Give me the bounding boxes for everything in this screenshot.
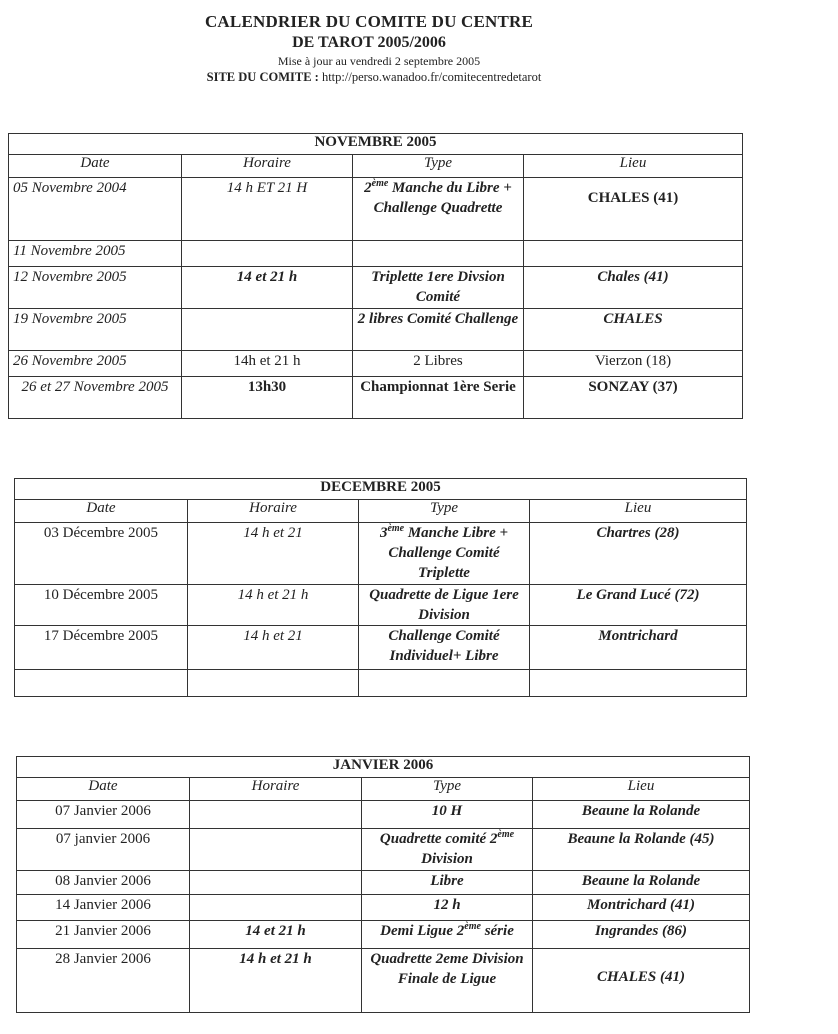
- cell-date: 03 Décembre 2005: [15, 523, 188, 585]
- cell-lieu: SONZAY (37): [524, 377, 743, 419]
- table-row: [9, 351, 743, 377]
- site-label: SITE DU COMITE :: [206, 70, 319, 84]
- site-url[interactable]: http://perso.wanadoo.fr/comitecentredetarot: [321, 70, 542, 84]
- cell-type: [353, 241, 524, 267]
- col-date: Date: [15, 500, 188, 523]
- table-row: [17, 829, 750, 871]
- col-horaire: Horaire: [188, 500, 359, 523]
- table-row: [17, 801, 750, 829]
- table-row: [17, 871, 750, 895]
- cell-lieu: [524, 241, 743, 267]
- col-date: Date: [9, 155, 182, 178]
- cell-type: Quadrette 2eme Division Finale de Ligue: [362, 949, 533, 1013]
- cell-lieu: CHALES: [524, 309, 743, 351]
- cell-date: 05 Novembre 2004: [9, 178, 182, 241]
- cell-lieu: CHALES (41): [524, 178, 743, 241]
- table-novembre: [8, 133, 743, 419]
- page-subtitle: DE TAROT 2005/2006: [292, 34, 446, 51]
- cell-horaire: 14 et 21 h: [182, 267, 353, 309]
- cell-date: 17 Décembre 2005: [15, 626, 188, 670]
- cell-type: 2 libres Comité Challenge: [353, 309, 524, 351]
- cell-type: Triplette 1ere Divsion Comité: [353, 267, 524, 309]
- cell-horaire: [190, 871, 362, 895]
- table-row: [17, 921, 750, 949]
- cell-type: Quadrette de Ligue 1ere Division: [359, 585, 530, 626]
- col-type: Type: [359, 500, 530, 523]
- cell-date: 07 janvier 2006: [17, 829, 190, 871]
- cell-horaire: [182, 241, 353, 267]
- cell-horaire: 14 h et 21: [188, 626, 359, 670]
- cell-type: 2ème Manche du Libre + Challenge Quadrette: [353, 178, 524, 241]
- cell-type: 2 Libres: [353, 351, 524, 377]
- cell-type: [359, 670, 530, 697]
- page-title: CALENDRIER DU COMITE DU CENTRE: [204, 12, 534, 31]
- table-row: [15, 585, 747, 626]
- cell-horaire: [182, 309, 353, 351]
- cell-type: Championnat 1ère Serie: [353, 377, 524, 419]
- cell-type: Challenge Comité Individuel+ Libre: [359, 626, 530, 670]
- cell-date: 08 Janvier 2006: [17, 871, 190, 895]
- cell-date: [15, 670, 188, 697]
- cell-date: 21 Janvier 2006: [17, 921, 190, 949]
- cell-lieu: Chales (41): [524, 267, 743, 309]
- month-title: DECEMBRE 2005: [15, 479, 747, 500]
- table-row: [17, 949, 750, 1013]
- cell-date: 10 Décembre 2005: [15, 585, 188, 626]
- cell-lieu: Beaune la Rolande: [533, 871, 750, 895]
- cell-lieu: Chartres (28): [530, 523, 747, 585]
- month-title: JANVIER 2006: [17, 757, 750, 778]
- col-type: Type: [362, 778, 533, 801]
- cell-lieu: Montrichard (41): [533, 895, 750, 921]
- cell-type: 3ème Manche Libre + Challenge Comité Triplette: [359, 523, 530, 585]
- cell-date: 07 Janvier 2006: [17, 801, 190, 829]
- cell-lieu: Montrichard: [530, 626, 747, 670]
- cell-horaire: 14 h et 21: [188, 523, 359, 585]
- cell-lieu: Vierzon (18): [524, 351, 743, 377]
- col-type: Type: [353, 155, 524, 178]
- col-lieu: Lieu: [524, 155, 743, 178]
- cell-horaire: 14 h et 21 h: [190, 949, 362, 1013]
- cell-lieu: Beaune la Rolande: [533, 801, 750, 829]
- col-lieu: Lieu: [533, 778, 750, 801]
- table-row: [9, 377, 743, 419]
- cell-date: 12 Novembre 2005: [9, 267, 182, 309]
- cell-horaire: [190, 829, 362, 871]
- cell-type: 10 H: [362, 801, 533, 829]
- update-date: Mise à jour au vendredi 2 septembre 2005: [277, 54, 481, 68]
- col-horaire: Horaire: [190, 778, 362, 801]
- table-row: [15, 626, 747, 670]
- cell-lieu: Beaune la Rolande (45): [533, 829, 750, 871]
- cell-date: 26 Novembre 2005: [9, 351, 182, 377]
- cell-lieu: Ingrandes (86): [533, 921, 750, 949]
- cell-type: Libre: [362, 871, 533, 895]
- cell-date: 26 et 27 Novembre 2005: [9, 377, 182, 419]
- cell-lieu: [530, 670, 747, 697]
- table-row: [9, 309, 743, 351]
- table-decembre: [14, 478, 747, 697]
- cell-date: 11 Novembre 2005: [9, 241, 182, 267]
- cell-horaire: [190, 895, 362, 921]
- table-row: [15, 670, 747, 697]
- cell-horaire: 14 h et 21 h: [188, 585, 359, 626]
- table-row: [17, 895, 750, 921]
- table-row: [9, 178, 743, 241]
- cell-type: Demi Ligue 2ème série: [362, 921, 533, 949]
- cell-horaire: [188, 670, 359, 697]
- cell-horaire: [190, 801, 362, 829]
- cell-horaire: 14 et 21 h: [190, 921, 362, 949]
- table-row: [15, 523, 747, 585]
- cell-date: 28 Janvier 2006: [17, 949, 190, 1013]
- table-row: [9, 267, 743, 309]
- table-janvier: [16, 756, 750, 1013]
- cell-horaire: 14 h ET 21 H: [182, 178, 353, 241]
- cell-date: 14 Janvier 2006: [17, 895, 190, 921]
- cell-horaire: 14h et 21 h: [182, 351, 353, 377]
- cell-lieu: Le Grand Lucé (72): [530, 585, 747, 626]
- cell-date: 19 Novembre 2005: [9, 309, 182, 351]
- col-date: Date: [17, 778, 190, 801]
- table-row: [9, 241, 743, 267]
- site-line: [0, 70, 793, 85]
- cell-type: Quadrette comité 2ème Division: [362, 829, 533, 871]
- cell-horaire: 13h30: [182, 377, 353, 419]
- cell-type: 12 h: [362, 895, 533, 921]
- cell-lieu: CHALES (41): [533, 949, 750, 1013]
- month-title: NOVEMBRE 2005: [9, 134, 743, 155]
- col-horaire: Horaire: [182, 155, 353, 178]
- col-lieu: Lieu: [530, 500, 747, 523]
